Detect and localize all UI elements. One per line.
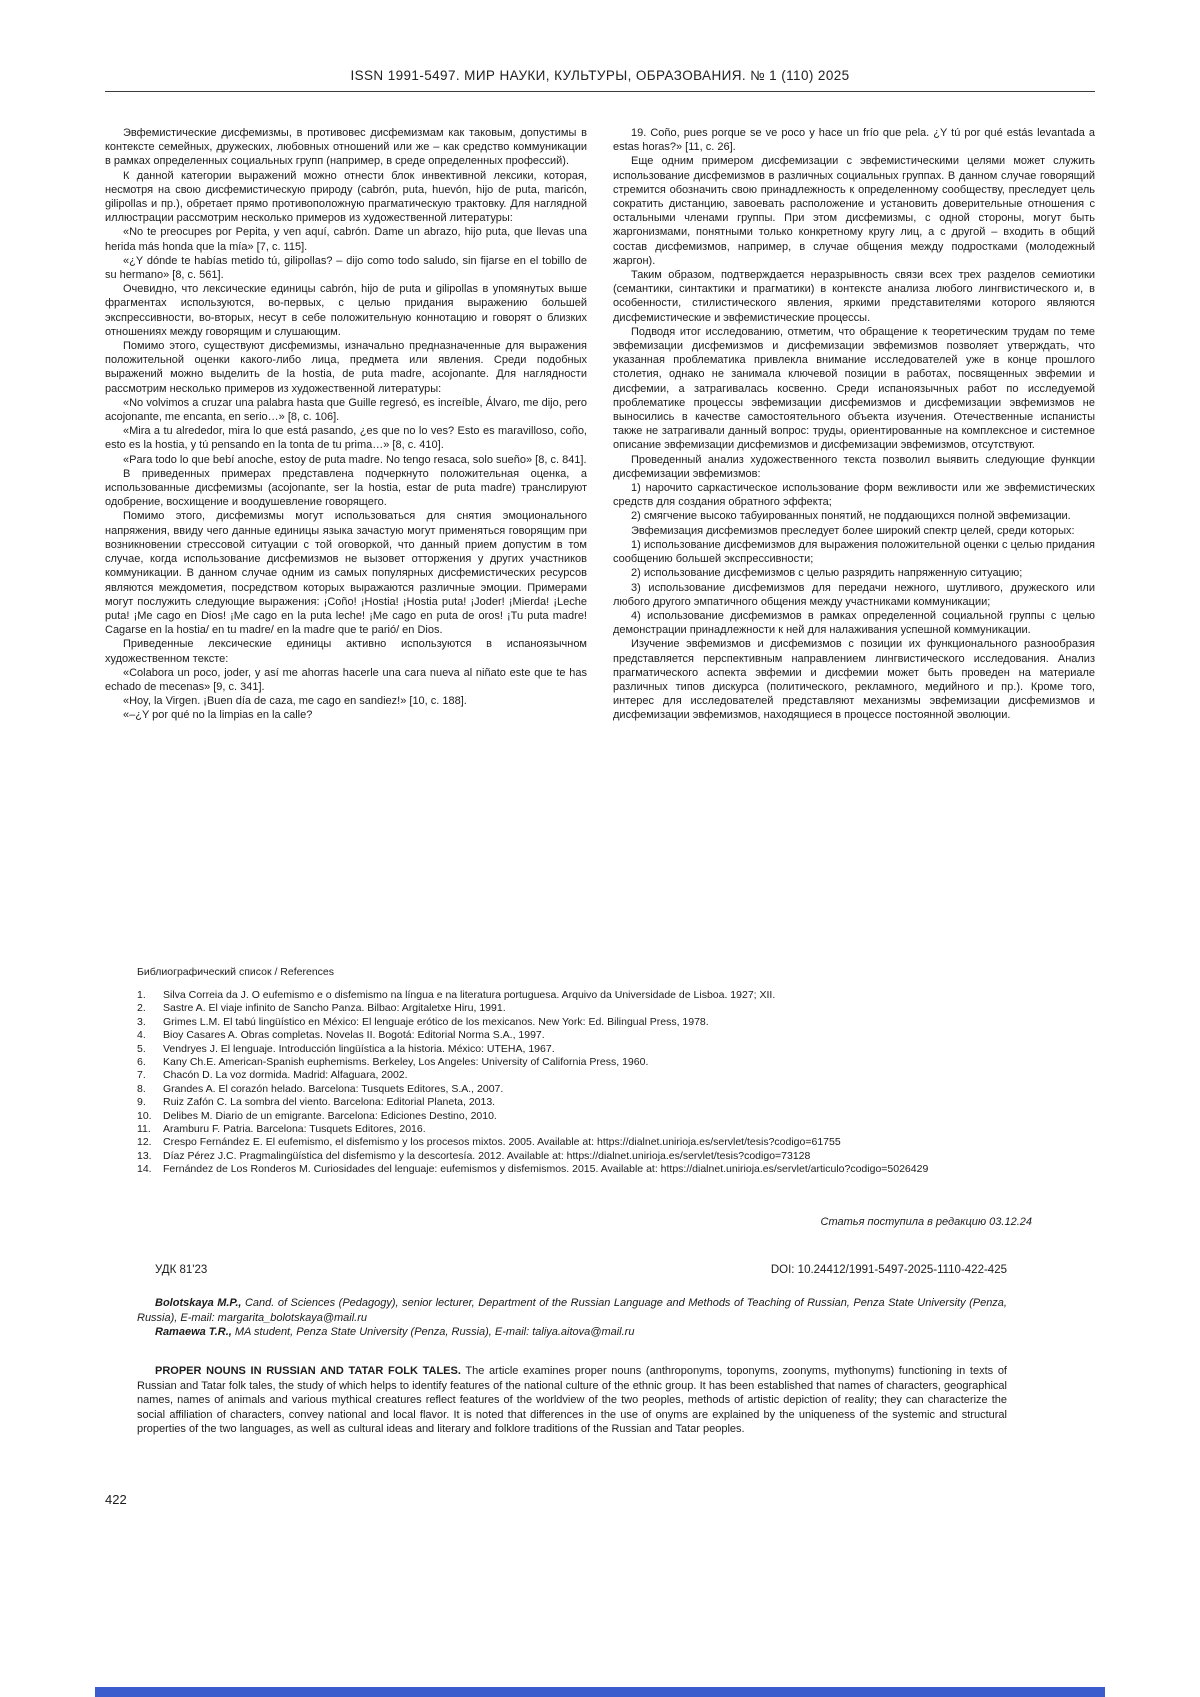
paragraph: Таким образом, подтверждается неразрывность связи всех трех разделов семиотики (семантики, синтактики и прагматики) в контексте анализа любого лингвистического и, в особенности, стилистического явления, яркими представителями которого являются дисфемистические и эвфемистические процессы.	[613, 269, 1095, 324]
udk-doi-row	[137, 1264, 1007, 1276]
paragraph: 3) использование дисфемизмов для передачи нежного, шутливого, дружеского или любого другого эмпатичного общения между участниками коммуникации;	[613, 581, 1095, 608]
paragraph: Проведенный анализ художественного текста позволил выявить следующие функции дисфемизации эвфемизмов:	[613, 453, 1095, 480]
paragraph: «No te preocupes por Pepita, y ven aquí, cabrón. Dame un abrazo, hijo puta, que llevas una herida más honda que la mía» [7, с. 115].	[105, 226, 587, 253]
reference-text: Crespo Fernández E. El eufemismo, el disfemismo y los procesos mixtos. 2005. Available at: https://dialnet.unirioja.es/servlet/tesis?codigo=61755	[163, 1136, 841, 1149]
paragraph: Изучение эвфемизмов и дисфемизмов с позиции их функционального разнообразия представляется перспективным направлением лингвистического исследования. Анализ прагматического аспекта эвфемии и дисфемии может быть проведен на материале различных типов дискурса (политического, рекламного, медийного и пр.). Кроме того, интерес для исследователей представляют механизмы эвфемизации дисфемизмов и дисфемизации эвфемизмов, находящиеся в процессе постоянной эволюции.	[613, 638, 1095, 722]
paragraph: 2) использование дисфемизмов с целью разрядить напряженную ситуацию;	[631, 567, 1023, 580]
paragraph: 19. Coño, pues porque se ve poco y hace un frío que pela. ¿Y tú por qué estás levantada a estas horas?» [11, с. 26].	[613, 127, 1095, 154]
paragraph: 1) использование дисфемизмов для выражения положительной оценки с целью придания сообщению большей экспрессивности;	[613, 538, 1095, 566]
reference-text: Díaz Pérez J.C. Pragmalingüística del disfemismo y la descortesía. 2012. Available at: https://dialnet.unirioja.es/servlet/tesis?codigo=73128	[163, 1149, 811, 1162]
received-note: Статья поступила в редакцию 03.12.24	[820, 1216, 1032, 1228]
reference-item	[137, 1096, 1095, 1109]
paragraph: К данной категории выражений можно отнести блок инвективной лексики, которая, несмотря на свою дисфемистическую природу (cabrón, puta, huevón, hijo de puta, maricón, gilipollas и пр.), обретает прямо противоположную прагматическую трактовку. Для наглядной иллюстрации рассмотрим несколько примеров из художественной литературы:	[105, 169, 587, 225]
reference-item	[137, 1123, 1095, 1136]
paragraph: 4) использование дисфемизмов в рамках определенной социальной группы с целью демонстрации принадлежности к ней для налаживания успешной коммуникации.	[613, 609, 1095, 637]
paragraph: Подводя итог исследованию, отметим, что обращение к теоретическим трудам по теме эвфемизации дисфемизмов и дисфемизации эвфемизмов позволяет утверждать, что указанная проблематика привлекла внимание исследователей уже в конце прошлого столетия, однако не занимала ключевой позиции в работах, посвященных эвфемии и дисфемии, а затрагивалась косвенно. Среди испаноязычных работ по исследуемой проблематике процессы эвфемизации дисфемизмов и дисфемизации эвфемизмов не выносились в качестве самостоятельного объекта изучения. Отечественные испанисты также не затрагивали данный вопрос: труды, ориентированные на комплексное и системное описание эвфемизации дисфемизмов и дисфемизации эвфемизмов, отсутствуют.	[613, 325, 1095, 452]
reference-number: 13.	[137, 1149, 152, 1162]
paragraph: 1) нарочито саркастическое использование форм вежливости или же эвфемистических средств для создания обратного эффекта;	[613, 482, 1095, 509]
reference-item	[137, 1056, 1095, 1069]
reference-item	[137, 1016, 1095, 1029]
reference-number: 2.	[137, 1002, 146, 1015]
reference-number: 9.	[137, 1096, 146, 1109]
paragraph: Помимо этого, существуют дисфемизмы, изначально предназначенные для выражения положительной оценки какого-либо лица, предмета или явления. Среди подобных выражений можно выделить de la hostia, de puta madre, acojonante. Для наглядности рассмотрим несколько примеров из художественной литературы:	[105, 340, 587, 395]
reference-item	[137, 989, 1095, 1002]
udk-code: УДК 81'23	[155, 1264, 208, 1276]
author-line	[137, 1325, 1007, 1340]
reference-text: Silva Correia da J. O eufemismo e o disfemismo na língua e na literatura portuguesa. Arquivo da Universidade de Lisboa. 1927; XII.	[163, 989, 776, 1001]
reference-text: Fernández de Los Ronderos M. Curiosidades del lenguaje: eufemismos y disfemismos. 2015. Available at: https://dialnet.unirioja.es/servlet/articulo?codigo=5026429	[163, 1163, 929, 1176]
reference-text: Kany Ch.E. American-Spanish euphemisms. Berkeley, Los Angeles: University of California Press, 1960.	[163, 1056, 649, 1069]
references-heading: Библиографический список / References	[137, 966, 334, 978]
reference-text: Ruiz Zafón C. La sombra del viento. Barcelona: Editorial Planeta, 2013.	[163, 1096, 496, 1109]
reference-number: 14.	[137, 1163, 152, 1176]
reference-text: Grandes A. El corazón helado. Barcelona: Tusquets Editores, S.A., 2007.	[163, 1082, 504, 1095]
paragraph: Приведенные лексические единицы активно используются в испаноязычном художественном тексте:	[105, 638, 587, 665]
left-column	[105, 126, 587, 966]
doi: DOI: 10.24412/1991-5497-2025-1110-422-425	[770, 1264, 1007, 1276]
paragraph: Эвфемистические дисфемизмы, в противовес дисфемизмам как таковым, допустимы в контексте семейных, дружеских, любовных отношений или же – как средство коммуникации в рамках определенных социальных групп (например, в среде определенных профессий).	[105, 127, 587, 168]
reference-text: Grimes L.M. El tabú lingüístico en México: El lenguaje erótico de los mexicanos. New York: Ed. Bilingual Press, 1978.	[163, 1015, 709, 1028]
reference-number: 11.	[137, 1123, 151, 1136]
paragraph: «No volvimos a cruzar una palabra hasta que Guille regresó, es increíble, Álvaro, me dijo, pero acojonante, me encanta, en serio…» [8, с. 106].	[105, 396, 587, 424]
reference-number: 7.	[137, 1069, 146, 1082]
reference-item	[137, 1043, 1095, 1056]
reference-text: Sastre A. El viaje infinito de Sancho Panza. Bilbao: Argitaletxe Hiru, 1991.	[163, 1002, 506, 1015]
reference-text: Bioy Casares A. Obras completas. Novelas II. Bogotá: Editorial Norma S.A., 1997.	[163, 1029, 545, 1042]
reference-text: Aramburu F. Patria. Barcelona: Tusquets Editores, 2016.	[163, 1123, 426, 1136]
paragraph: «–¿Y por qué no la limpias en la calle?	[123, 709, 313, 722]
article-body	[105, 126, 1095, 966]
author-line	[137, 1296, 1007, 1325]
right-column	[613, 126, 1095, 966]
reference-number: 3.	[137, 1015, 146, 1028]
authors-block	[137, 1296, 1007, 1340]
page-number: 422	[105, 1492, 127, 1507]
reference-item	[137, 1150, 1095, 1163]
abstract-text: The article examines proper nouns (anthroponyms, toponyms, zoonyms, mythonyms) functioning in texts of Russian and Tatar folk tales, the study of which helps to identify features of the national culture of the ethnic group. It has been established that names of characters, geographical names, names of animals and various mythical creatures reflect features of the worldview of the two peoples, methods of artistic depiction of reality; they can characterize the social affiliation of characters, convey national and local flavor. It is noted that differences in the use of onyms are explained by the uniqueness of the systemic and structural properties of the two languages, as well as cultural ideas and literary and folklore traditions of the Russian and Tatar peoples.	[137, 1365, 1007, 1436]
paragraph: В приведенных примерах представлена подчеркнуто положительная оценка, а использованные дисфемизмы (acojonante, ser la hostia, estar de puta madre) транслируют одобрение, восхищение и воодушевление говорящего.	[105, 467, 587, 509]
reference-item	[137, 1029, 1095, 1042]
references-section	[105, 966, 1095, 1177]
author-details: MA student, Penza State University (Penza, Russia), E-mail: taliya.aitova@mail.ru	[231, 1326, 635, 1338]
reference-item	[137, 1110, 1095, 1123]
paragraph: «Para todo lo que bebí anoche, estoy de puta madre. No tengo resaca, solo sueño» [8, с. 841].	[123, 453, 587, 466]
reference-number: 8.	[137, 1082, 146, 1095]
reference-number: 5.	[137, 1042, 146, 1055]
paragraph: Помимо этого, дисфемизмы могут использоваться для снятия эмоционального напряжения, ввиду чего данные единицы языка зачастую могут применяться говорящим при возникновении стрессовой ситуации с той оговоркой, что данный прием допустим в том случае, когда использование дисфемизмов не вызовет отторжения у других участников коммуникации. В данном случае одним из самых популярных дисфемистических ресурсов являются междометия, посредством которых выражаются различные эмоции. Примерами могут послужить следующие выражения: ¡Coño! ¡Hostia! ¡Hostia puta! ¡Joder! ¡Mierda! ¡Leche puta! ¡Me cago en Dios! ¡Me cago en la puta leche! ¡Me cago en puta de oros! ¡Tu puta madre! Cagarse en la hostia/ en tu madre/ en la madre que te parió/ en Dios.	[105, 510, 587, 637]
paragraph: «Hoy, la Virgen. ¡Buen día de caza, me cago en sandiez!» [10, с. 188].	[123, 695, 467, 708]
journal-issn-title: ISSN 1991-5497. МИР НАУКИ, КУЛЬТУРЫ, ОБРАЗОВАНИЯ. № 1 (110) 2025	[350, 68, 850, 83]
reference-number: 10.	[137, 1109, 152, 1122]
reference-text: Chacón D. La voz dormida. Madrid: Alfaguara, 2002.	[163, 1069, 408, 1082]
paragraph: Эвфемизация дисфемизмов преследует более широкий спектр целей, среди которых:	[631, 524, 1075, 537]
reference-number: 4.	[137, 1029, 146, 1042]
paragraph: «¿Y dónde te habías metido tú, gilipollas? – dijo como todo saludo, sin fijarse en el tobillo de su hermano» [8, с. 561].	[105, 254, 587, 282]
bottom-blue-bar	[95, 1687, 1105, 1697]
paragraph: Очевидно, что лексические единицы cabrón, hijo de puta и gilipollas в упомянутых выше фрагментах используются, во-первых, с целью придания выражению большей экспрессивности, во-вторых, несут в себе положительную коннотацию и говорят о близких отношениях между говорящим и слушающим.	[105, 283, 587, 338]
author-name: Ramaewa T.R.,	[155, 1326, 232, 1338]
abstract-title: PROPER NOUNS IN RUSSIAN AND TATAR FOLK TALES.	[155, 1365, 461, 1377]
abstract	[137, 1364, 1007, 1437]
reference-number: 1.	[137, 989, 146, 1001]
reference-item	[137, 1163, 1095, 1176]
author-details: Cand. of Sciences (Pedagogy), senior lecturer, Department of the Russian Language and Methods of Teaching of Russian, Penza State University (Penza, Russia), E-mail: margarita_bolotskaya@mail.ru	[137, 1297, 1007, 1324]
reference-item	[137, 1136, 1095, 1149]
reference-text: Vendryes J. El lenguaje. Introducción lingüística a la historia. México: UTEHA, 1967.	[163, 1042, 555, 1055]
page-header	[105, 68, 1095, 92]
paragraph: «Colabora un poco, joder, y así me ahorras hacerle una cara nueva al niñato este que te has echado de mecenas» [9, с. 341].	[105, 666, 587, 693]
reference-number: 6.	[137, 1056, 146, 1069]
references-list	[137, 989, 1095, 1177]
reference-number: 12.	[137, 1136, 152, 1149]
paragraph: Еще одним примером дисфемизации с эвфемистическими целями может служить использование дисфемизмов в различных социальных группах. В данном случае говорящий стремится обозначить свою принадлежность к определенному сообществу, преследует цель сократить дистанцию, завоевать расположение и установить доверительные отношения с остальными членами группы. При этом дисфемизмы, с одной стороны, могут быть жаргонизмами, понятными только конкретному кругу лиц, а с другой – входить в общий состав дисфемизмов, например, в случае общения между подростками (молодежный жаргон).	[613, 155, 1095, 267]
reference-item	[137, 1002, 1095, 1015]
reference-text: Delibes M. Diario de un emigrante. Barcelona: Ediciones Destino, 2010.	[163, 1109, 497, 1122]
reference-item	[137, 1083, 1095, 1096]
reference-item	[137, 1069, 1095, 1082]
paragraph: 2) смягчение высоко табуированных понятий, не поддающихся полной эвфемизации.	[631, 510, 1071, 523]
author-name: Bolotskaya M.P.,	[155, 1297, 242, 1309]
paragraph: «Mira a tu alrededor, mira lo que está pasando, ¿es que no lo ves? Esto es maravilloso, coño, esto es la hostia, y tú pensando en la tonta de tu prima…» [8, с. 410].	[105, 425, 587, 452]
